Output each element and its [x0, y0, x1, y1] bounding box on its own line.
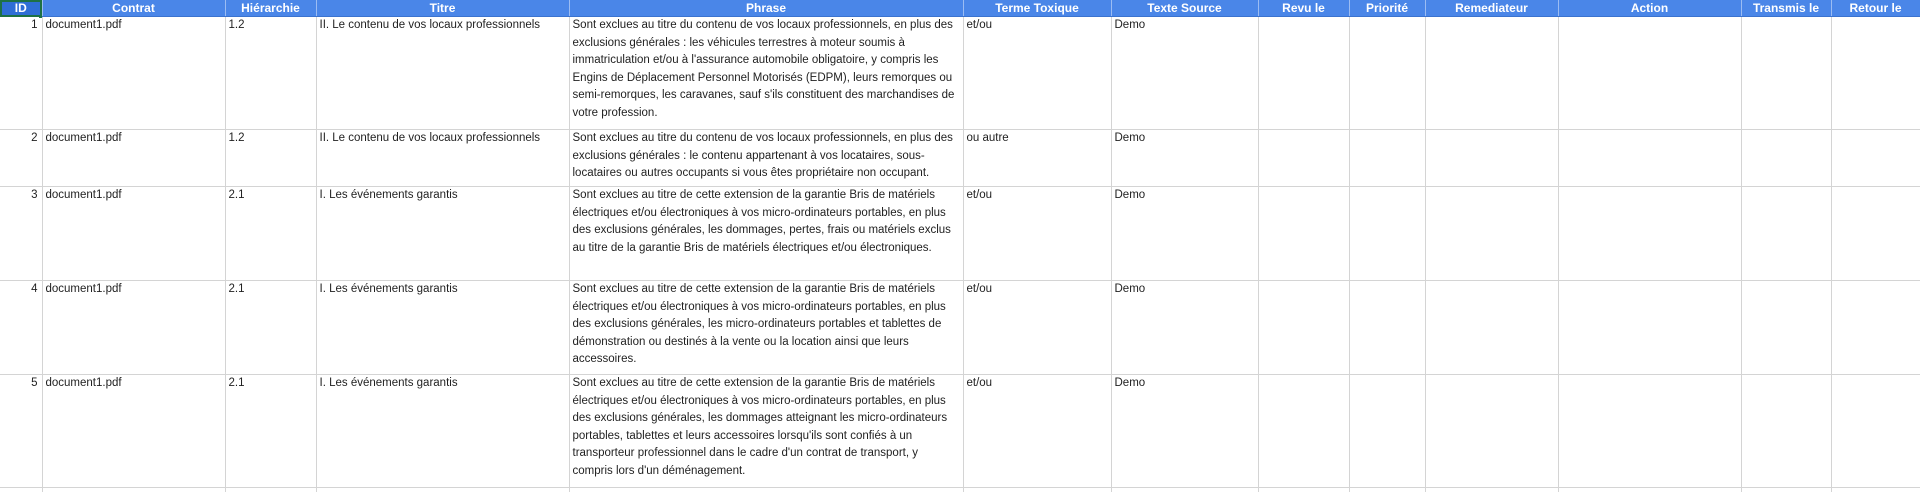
cell-contrat[interactable]: document1.pdf: [42, 130, 225, 187]
cell-texte-source[interactable]: Demo: [1111, 130, 1258, 187]
cell-text: 1: [31, 19, 38, 31]
cell-retour-le[interactable]: [1831, 187, 1920, 281]
table-row: [0, 281, 1920, 375]
cell-phrase[interactable]: Sont exclues au titre de cette extension de la garantie Bris de matériels électriques et/ou électroniques à vos micro-ordinateurs portables, en plus des exclusions générales, les dommages, pertes, frais ou matériels exclus au titre de la garantie Bris de matériels électriques et/ou électroniques.: [569, 187, 963, 281]
cell-remediateur[interactable]: [1425, 130, 1558, 187]
cell-titre[interactable]: II. Le contenu de vos locaux professionnels: [316, 130, 569, 187]
cell-hierarchie[interactable]: 2.1: [225, 281, 316, 375]
cell-revu-le[interactable]: [1258, 187, 1349, 281]
cell-terme-toxique[interactable]: ou autre: [963, 130, 1111, 187]
cell-terme-toxique[interactable]: et/ou: [963, 281, 1111, 375]
cell-titre[interactable]: I. Les événements garantis: [316, 281, 569, 375]
empty-cell[interactable]: [1831, 488, 1920, 492]
cell-terme-toxique[interactable]: et/ou: [963, 17, 1111, 130]
cell-transmis-le[interactable]: [1741, 130, 1831, 187]
cell-texte-source[interactable]: Demo: [1111, 17, 1258, 130]
column-header-contrat[interactable]: Contrat: [42, 0, 225, 17]
cell-priorite[interactable]: [1349, 281, 1425, 375]
cell-id[interactable]: 4: [0, 281, 42, 375]
cell-remediateur[interactable]: [1425, 375, 1558, 488]
cell-revu-le[interactable]: [1258, 130, 1349, 187]
cell-titre[interactable]: I. Les événements garantis: [316, 375, 569, 488]
table-row: [0, 187, 1920, 281]
table-row: [0, 130, 1920, 187]
cell-phrase[interactable]: Sont exclues au titre du contenu de vos locaux professionnels, en plus des exclusions générales : le contenu appartenant à vos locataires, sous-locataires ou autres occupants si vous êtes propriétaire non occupant.: [569, 130, 963, 187]
column-header-action[interactable]: Action: [1558, 0, 1741, 17]
column-header-retour-le[interactable]: Retour le: [1831, 0, 1920, 17]
cell-titre[interactable]: I. Les événements garantis: [316, 187, 569, 281]
cell-id[interactable]: 3: [0, 187, 42, 281]
column-header-titre[interactable]: Titre: [316, 0, 569, 17]
empty-cell[interactable]: [1558, 488, 1741, 492]
cell-contrat[interactable]: document1.pdf: [42, 17, 225, 130]
cell-priorite[interactable]: [1349, 17, 1425, 130]
cell-revu-le[interactable]: [1258, 17, 1349, 130]
empty-cell[interactable]: [225, 488, 316, 492]
cell-remediateur[interactable]: [1425, 187, 1558, 281]
cell-transmis-le[interactable]: [1741, 281, 1831, 375]
cell-terme-toxique[interactable]: et/ou: [963, 187, 1111, 281]
cell-hierarchie[interactable]: 2.1: [225, 375, 316, 488]
cell-id[interactable]: 5: [0, 375, 42, 488]
empty-cell[interactable]: [42, 488, 225, 492]
cell-remediateur[interactable]: [1425, 17, 1558, 130]
cell-hierarchie[interactable]: 1.2: [225, 130, 316, 187]
cell-id[interactable]: [0, 17, 42, 130]
cell-contrat[interactable]: document1.pdf: [42, 187, 225, 281]
cell-texte-source[interactable]: Demo: [1111, 187, 1258, 281]
column-header-texte-source[interactable]: Texte Source: [1111, 0, 1258, 17]
cell-action[interactable]: [1558, 17, 1741, 130]
table-row-empty: [0, 488, 1920, 492]
cell-contrat[interactable]: document1.pdf: [42, 281, 225, 375]
cell-priorite[interactable]: [1349, 375, 1425, 488]
cell-retour-le[interactable]: [1831, 17, 1920, 130]
cell-remediateur[interactable]: [1425, 281, 1558, 375]
column-header-hierarchie[interactable]: Hiérarchie: [225, 0, 316, 17]
cell-retour-le[interactable]: [1831, 130, 1920, 187]
cell-phrase[interactable]: Sont exclues au titre du contenu de vos locaux professionnels, en plus des exclusions générales : les véhicules terrestres à moteur soumis à immatriculation et/ou à l'assurance automobile obligatoire, y compris les Engins de Déplacement Personnel Motorisés (EDPM), leurs remorques ou semi-remorques, les caravanes, sauf s'ils constituent des marchandises de votre profession.: [569, 17, 963, 130]
cell-action[interactable]: [1558, 187, 1741, 281]
empty-cell[interactable]: [316, 488, 569, 492]
column-header-transmis-le[interactable]: Transmis le: [1741, 0, 1831, 17]
cell-transmis-le[interactable]: [1741, 17, 1831, 130]
column-header-terme-toxique[interactable]: Terme Toxique: [963, 0, 1111, 17]
table-row: [0, 17, 1920, 130]
empty-cell[interactable]: [1741, 488, 1831, 492]
column-header-phrase[interactable]: Phrase: [569, 0, 963, 17]
cell-phrase[interactable]: Sont exclues au titre de cette extension de la garantie Bris de matériels électriques et/ou électroniques à vos micro-ordinateurs portables, en plus des exclusions générales, les micro-ordinateurs portables et tablettes de démonstration ou destinés à la vente ou la location ainsi que leurs accessoires.: [569, 281, 963, 375]
empty-cell[interactable]: [1111, 488, 1258, 492]
cell-retour-le[interactable]: [1831, 375, 1920, 488]
cell-priorite[interactable]: [1349, 130, 1425, 187]
cell-revu-le[interactable]: [1258, 281, 1349, 375]
empty-cell[interactable]: [1349, 488, 1425, 492]
cell-titre[interactable]: II. Le contenu de vos locaux professionnels: [316, 17, 569, 130]
fill-handle[interactable]: [39, 17, 42, 19]
table-row: [0, 375, 1920, 488]
empty-cell[interactable]: [1258, 488, 1349, 492]
empty-cell[interactable]: [0, 488, 42, 492]
cell-action[interactable]: [1558, 130, 1741, 187]
cell-hierarchie[interactable]: 1.2: [225, 17, 316, 130]
cell-revu-le[interactable]: [1258, 375, 1349, 488]
empty-cell[interactable]: [963, 488, 1111, 492]
empty-cell[interactable]: [569, 488, 963, 492]
cell-texte-source[interactable]: Demo: [1111, 375, 1258, 488]
cell-action[interactable]: [1558, 281, 1741, 375]
cell-texte-source[interactable]: Demo: [1111, 281, 1258, 375]
cell-phrase[interactable]: Sont exclues au titre de cette extension de la garantie Bris de matériels électriques et/ou électroniques à vos micro-ordinateurs portables, en plus des exclusions générales, les dommages atteignant les micro-ordinateurs portables, tablettes et leurs accessoires lorsqu'ils sont confiés à un transporteur professionnel dans le cadre d'un contrat de transport, y compris lors d'un déménagement.: [569, 375, 963, 488]
cell-retour-le[interactable]: [1831, 281, 1920, 375]
column-header-priorite[interactable]: Priorité: [1349, 0, 1425, 17]
cell-contrat[interactable]: document1.pdf: [42, 375, 225, 488]
column-header-remediateur[interactable]: Remediateur: [1425, 0, 1558, 17]
cell-hierarchie[interactable]: 2.1: [225, 187, 316, 281]
cell-transmis-le[interactable]: [1741, 375, 1831, 488]
column-header-id[interactable]: ID: [0, 0, 42, 17]
cell-id[interactable]: 2: [0, 130, 42, 187]
column-header-revu-le[interactable]: Revu le: [1258, 0, 1349, 17]
cell-action[interactable]: [1558, 375, 1741, 488]
empty-cell[interactable]: [1425, 488, 1558, 492]
cell-transmis-le[interactable]: [1741, 187, 1831, 281]
header-row: [0, 0, 1920, 17]
cell-priorite[interactable]: [1349, 187, 1425, 281]
cell-terme-toxique[interactable]: et/ou: [963, 375, 1111, 488]
